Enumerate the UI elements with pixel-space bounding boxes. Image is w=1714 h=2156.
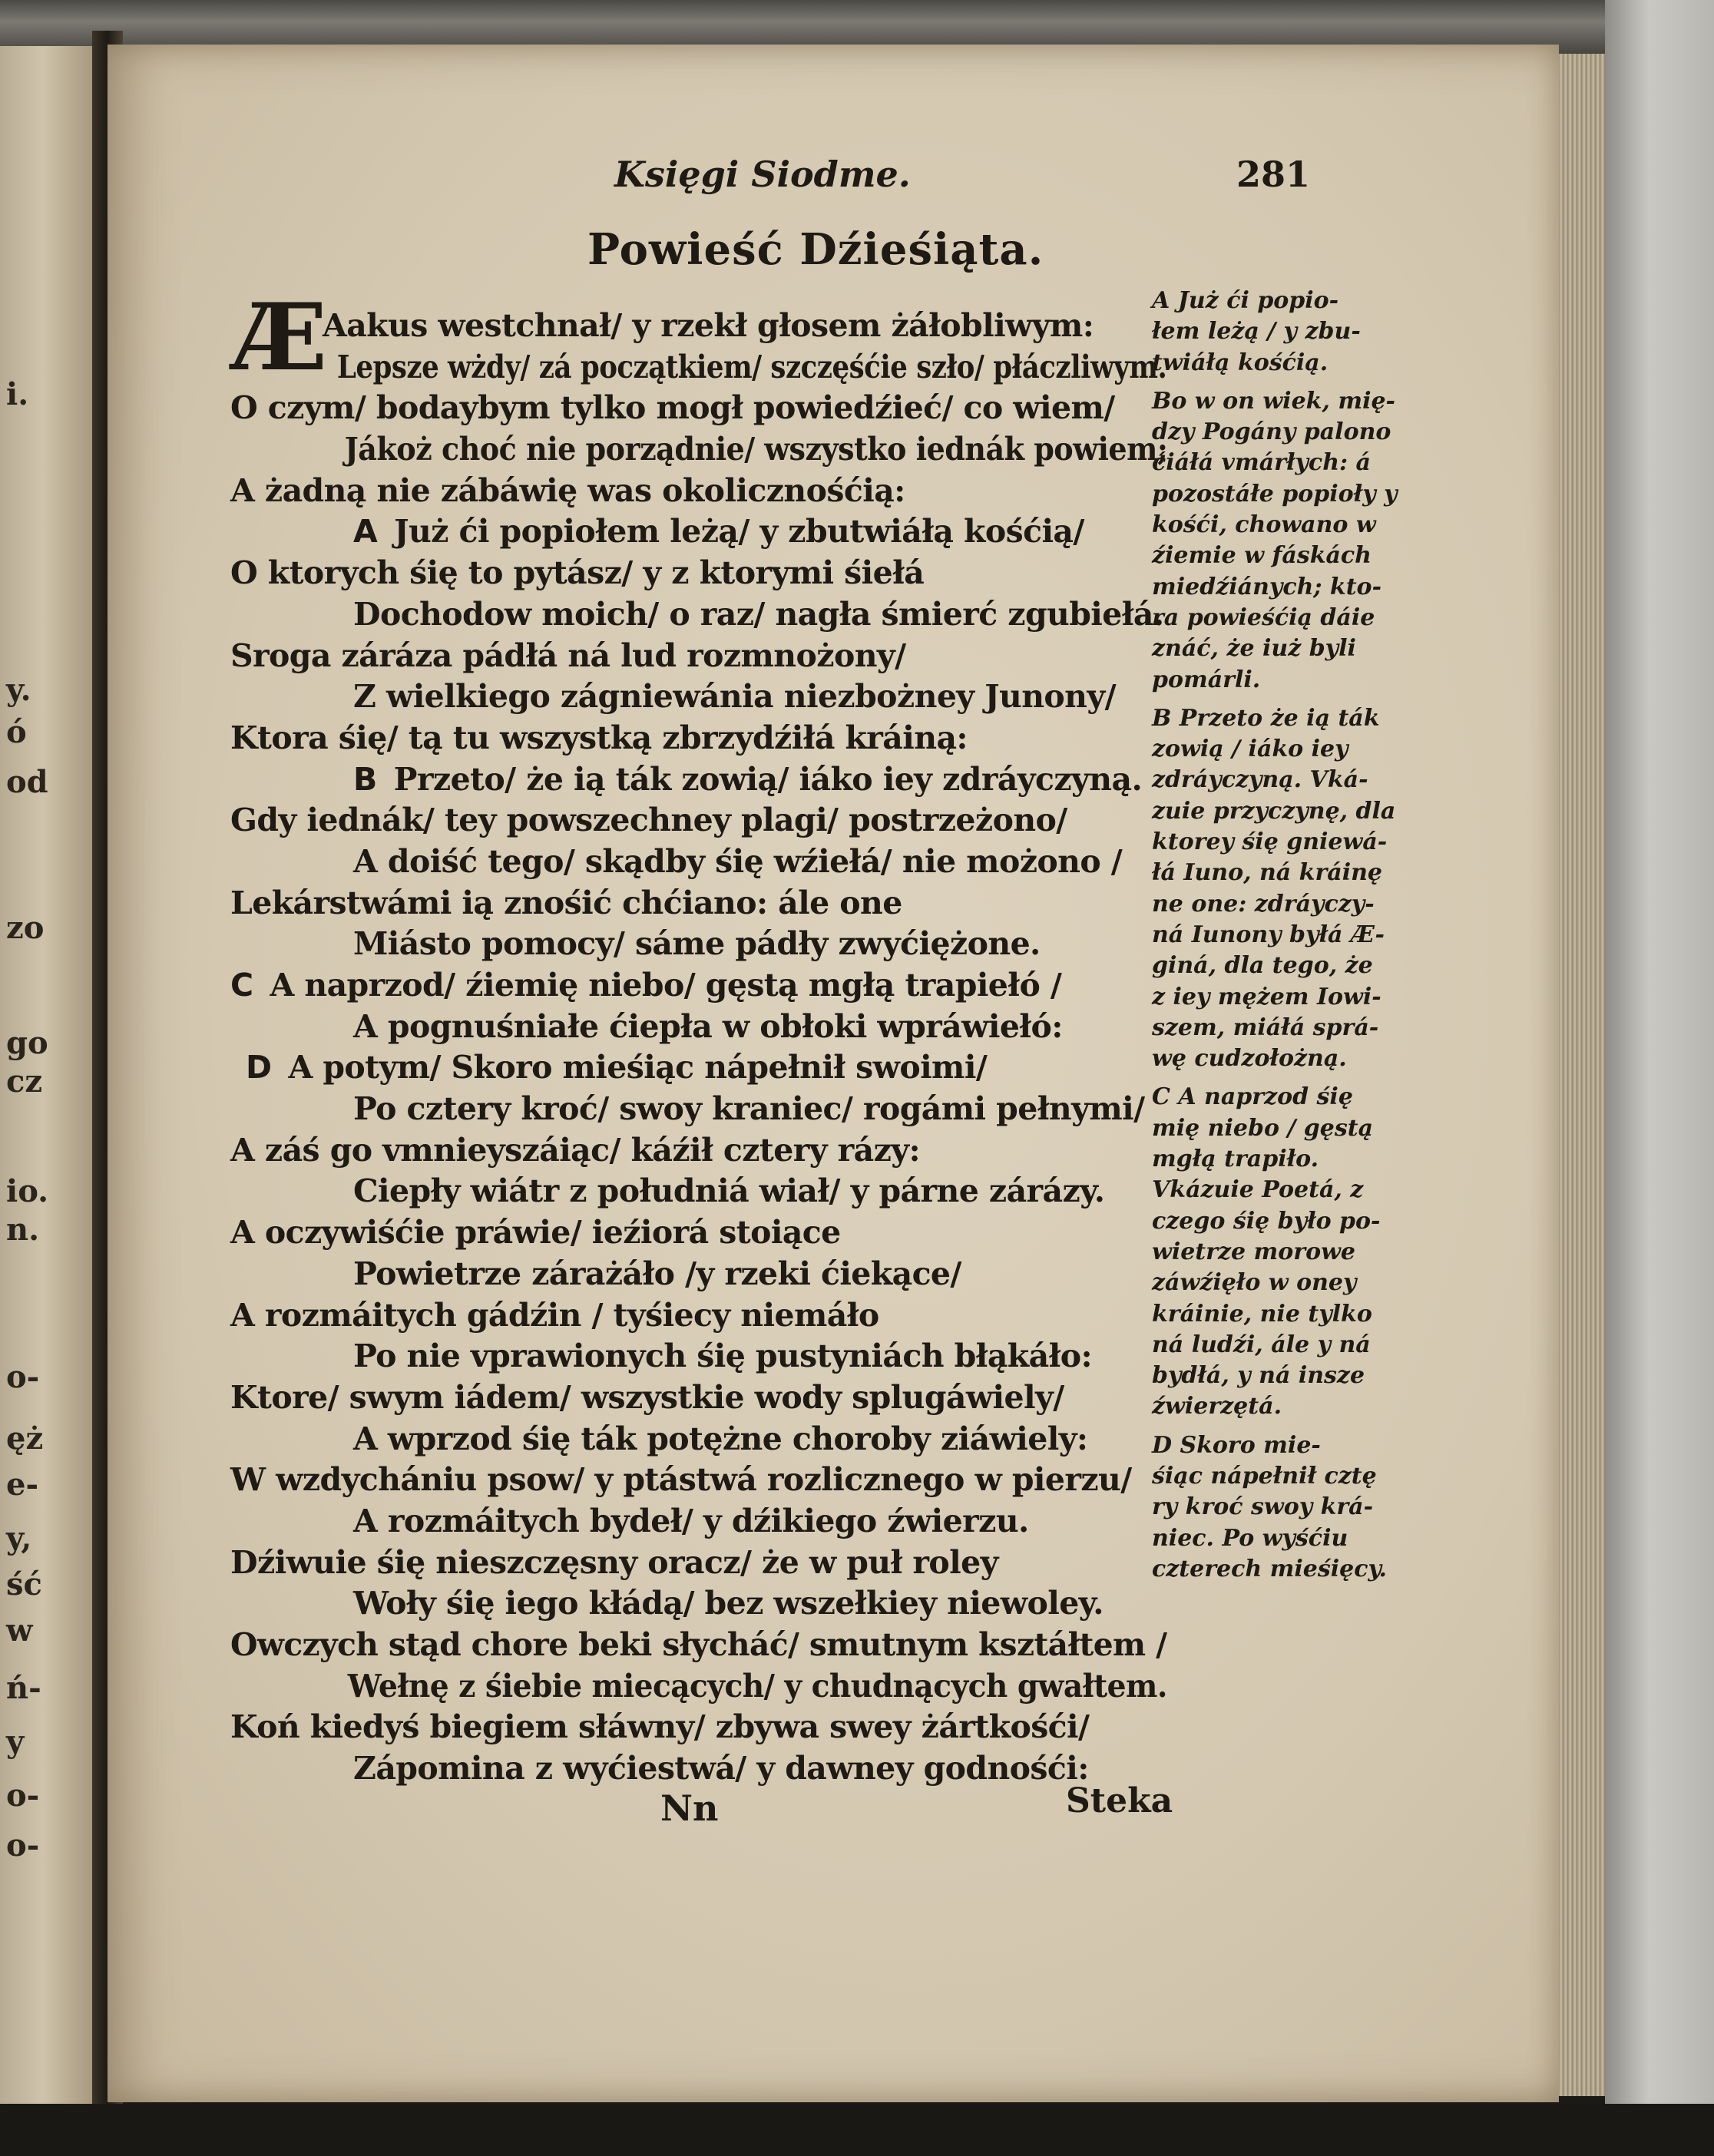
marginal-note-line: ktorey śię gniewá- [1152, 828, 1388, 856]
verse-line [230, 553, 1167, 594]
verse-line-text: Powietrze zárażáło /y rzeki ćiekące/ [353, 1255, 961, 1292]
marginal-note-line: A Już ći popio- [1152, 287, 1339, 314]
marginal-note-line: pozostáłe popioły y [1152, 480, 1398, 508]
verse-line [230, 1130, 1167, 1172]
drop-cap: Æ [232, 283, 328, 392]
verse-line [230, 306, 1167, 347]
verse-line-text: A wprzod śię ták potężne choroby ziáwiely: [353, 1420, 1088, 1457]
verse-line [230, 883, 1167, 924]
verse-line-text: A záś go vmnieyszáiąc/ káźił cztery rázy: [230, 1131, 921, 1169]
marginal-note-line: mię niebo / gęstą [1152, 1114, 1374, 1142]
verse-line-text: Gdy iednák/ tey powszechney plagi/ postrzeżono/ [230, 802, 1067, 839]
verse-line [230, 1377, 1167, 1419]
marginal-note-line: ne one: zdráyczy- [1152, 890, 1375, 918]
verse-line [230, 1419, 1167, 1460]
verse-line-text: Wełnę z śiebie miecących/ y chudnących gwałtem. [347, 1667, 1167, 1705]
left-page-fragment: y, [6, 1520, 32, 1556]
verse-line-text: A oczywiśćie práwie/ ieźiorá stoiące [230, 1214, 841, 1252]
verse-line [230, 1295, 1167, 1337]
left-page-fragment: o- [6, 1827, 40, 1863]
marginal-note-line: wietrze morowe [1152, 1238, 1356, 1265]
verse-line-text: Ciepły wiátr z południá wiał/ y párne zárázy. [353, 1172, 1105, 1210]
marginal-notes [1152, 286, 1405, 1585]
verse-line [230, 965, 1167, 1007]
verse-line-text: O czym/ bodaybym tylko mogł powiedźieć/ co wiem/ [230, 389, 1115, 427]
verse-line [230, 759, 1167, 801]
verse-line [230, 1625, 1167, 1666]
verse-line-text: Jákoż choć nie porządnie/ wszystko iednák powiem; [344, 431, 1168, 468]
marginal-note-line: ná Iunony byłá Æ- [1152, 921, 1385, 948]
marginal-note-line: ra powieśćią dáie [1152, 603, 1375, 631]
marginal-note-line: szem, miáłá sprá- [1152, 1014, 1379, 1041]
verse-line-text: Woły śię iego kłádą/ bez wszełkiey niewoley. [353, 1585, 1104, 1622]
verse-line [230, 429, 1168, 471]
left-page-fragment: w [6, 1612, 33, 1648]
page-number: 281 [1236, 154, 1311, 195]
verse-line [230, 800, 1167, 842]
verse-line [230, 388, 1167, 429]
signature-mark: Nn [660, 1787, 719, 1829]
left-page-fragment: y [6, 1724, 25, 1760]
marginal-note-line: B Przeto że ią ták [1152, 704, 1380, 732]
left-page-fragment: e- [6, 1467, 39, 1503]
left-page-fragment: io. [6, 1173, 49, 1209]
verse-line-text: A potym/ Skoro mieśiąc nápełnił swoimi/ [288, 1049, 988, 1086]
marginal-note-line: záwźięło w oney [1152, 1269, 1357, 1297]
left-page-fragment: ęż [6, 1420, 44, 1457]
verse-line [230, 1254, 1167, 1295]
marginal-note-line: Vkázuie Poetá, z [1152, 1176, 1364, 1204]
left-page-fragment: go [6, 1025, 48, 1061]
left-page-fragment: o- [6, 1359, 40, 1395]
marginal-note-line: bydłá, y ná insze [1152, 1362, 1365, 1390]
verse-line-text: Owczych stąd chore beki słycháć/ smutnym ksztáłtem / [230, 1626, 1167, 1663]
verse-line-text: A naprzod/ źiemię niebo/ gęstą mgłą trapiełó / [270, 967, 1062, 1004]
marginal-note-line: pomárli. [1152, 666, 1261, 693]
running-title: Księgi Siodme. [614, 154, 911, 195]
note-reference-mark: A [353, 513, 378, 551]
verse-line-text: Miásto pomocy/ sáme pádły zwyćiężone. [353, 925, 1041, 963]
verse-line [230, 676, 1167, 718]
marginal-note-line: dzy Pogány palono [1152, 418, 1391, 446]
marginal-note-line: ná ludźi, ále y ná [1152, 1331, 1371, 1358]
note-reference-mark: B [353, 760, 377, 798]
verse-line-text: Już ći popiołem leżą/ y zbutwiáłą kośćią/ [394, 513, 1084, 551]
left-page-fragment: od [6, 764, 48, 800]
marginal-note-line: łem leżą / y zbu- [1152, 318, 1361, 346]
marginal-note-line: miedźiánych; kto- [1152, 573, 1382, 600]
verse-line-text: Sroga záráza pádłá ná lud rozmnożony/ [230, 637, 906, 674]
right-page-edge [1559, 54, 1605, 2096]
marginal-note-line: Bo w on wiek, mię- [1152, 387, 1396, 415]
marginal-note-line: mgłą trapiło. [1152, 1146, 1319, 1173]
marginal-note-line: D Skoro mie- [1152, 1431, 1321, 1459]
verse-line-text: A żadną nie zábáwię was okolicznośćią: [230, 471, 905, 509]
verse-line [230, 1666, 1167, 1708]
verse-line-text: Lekárstwámi ią znośić chćiano: ále one [230, 884, 902, 921]
left-page-fragment: i. [6, 376, 29, 412]
marginal-note-line: C A naprzod śię [1152, 1083, 1353, 1111]
marginal-note-line: ry kroć swoy krá- [1152, 1493, 1374, 1521]
marginal-note-line: czego śię było po- [1152, 1207, 1381, 1235]
verse-line-text: Aakus westchnał/ y rzekł głosem żáłobliwym: [323, 307, 1094, 344]
verse-line [230, 924, 1167, 965]
verse-line [230, 1501, 1167, 1543]
marginal-note-line: zowią / iáko iey [1152, 736, 1348, 763]
verse-line-text: Dochodow moich/ o raz/ nagła śmierć zgubiełá. [353, 595, 1164, 633]
verse-line [230, 347, 1167, 389]
left-page-fragment: cz [6, 1063, 43, 1099]
verse-line-text: Ktore/ swym iádem/ wszystkie wody splugáwiely/ [230, 1378, 1064, 1416]
marginal-note-line: czterech mieśięcy. [1152, 1555, 1387, 1582]
verse-line-text: A rozmáitych bydeł/ y dźikiego źwierzu. [353, 1502, 1029, 1539]
catchword: Steka [1066, 1781, 1173, 1820]
verse-line-text: Koń kiedyś biegiem słáwny/ zbywa swey żártkośći/ [230, 1708, 1090, 1746]
verse-line [230, 471, 1167, 512]
marginal-note-line: znáć, że iuż byli [1152, 635, 1356, 663]
marginal-note-line: zuie przyczynę, dla [1152, 797, 1396, 825]
marginal-note-line: łá Iuno, ná kráinę [1152, 859, 1382, 887]
verse-line [230, 1089, 1167, 1130]
verse-line [230, 1543, 1167, 1584]
left-page-fragment: ść [6, 1566, 42, 1602]
verse-line [230, 511, 1167, 553]
marginal-note-line: niec. Po wyśćiu [1152, 1524, 1348, 1552]
verse-line [230, 1212, 1167, 1254]
verse-line-text: Po cztery kroć/ swoy kraniec/ rogámi pełnymi/ [353, 1090, 1145, 1128]
verse-line [230, 1707, 1167, 1748]
marginal-note-line: źiemie w fáskách [1152, 542, 1372, 570]
verse-text [230, 306, 1167, 1790]
left-page-fragment: zo [6, 910, 45, 946]
marginal-note-line: śiąc nápełnił cztę [1152, 1462, 1377, 1490]
verse-line-text: Ktora śię/ tą tu wszystką zbrzydźiłá kráiną: [230, 719, 968, 756]
marginal-note-line: giná, dla tego, że [1152, 952, 1373, 980]
verse-line-text: Lepsze wżdy/ zá początkiem/ szczęśćie szło/ płáczliwym. [336, 348, 1167, 385]
left-page-fragment: n. [6, 1212, 40, 1248]
left-page-fragment: y. [6, 672, 31, 708]
verse-line-text: A pognuśniałe ćiepła w obłoki wpráwiełó: [353, 1007, 1063, 1045]
verse-line-text: A rozmáitych gádźin / tyśiecy niemáło [230, 1296, 879, 1334]
verse-line [230, 1748, 1167, 1790]
verse-line [230, 594, 1167, 636]
note-reference-mark: D [246, 1049, 272, 1086]
verse-line [230, 718, 1167, 759]
marginal-note-line: twiáłą kośćią. [1152, 349, 1329, 376]
marginal-note-line: wę cudzołożną. [1152, 1045, 1347, 1073]
verse-line [230, 1336, 1167, 1377]
marginal-note-line: źwierzętá. [1152, 1393, 1282, 1420]
background-surface [1605, 0, 1714, 2156]
left-page-fragment: ó [6, 714, 27, 750]
verse-line-text: Dźiwuie śię nieszczęsny oracz/ że w puł roley [230, 1543, 998, 1581]
chapter-heading: Powieść Dźieśiąta. [587, 224, 1044, 275]
marginal-note-line: ćiáłá vmárłych: á [1152, 449, 1371, 477]
marginal-note-line: zdráyczyną. Vká- [1152, 766, 1368, 794]
left-page-fragment: o- [6, 1777, 40, 1814]
verse-line-text: Po nie vprawionych śię pustyniách błąkáło: [353, 1338, 1093, 1375]
verse-line [230, 1460, 1167, 1501]
verse-line [230, 1047, 1167, 1089]
verse-line-text: Przeto/ że ią ták zowią/ iáko iey zdráyczyną. [393, 760, 1143, 798]
verse-line [230, 1171, 1167, 1212]
marginal-note-line: kośći, chowano w [1152, 511, 1376, 539]
marginal-note-line: kráinie, nie tylko [1152, 1300, 1372, 1328]
verse-line [230, 636, 1167, 677]
verse-line [230, 842, 1167, 883]
marginal-note-line: z iey mężem Iowi- [1152, 983, 1381, 1010]
verse-line-text: Zápomina z wyćiestwá/ y dawney godnośći: [353, 1750, 1089, 1787]
note-reference-mark: C [230, 967, 253, 1004]
verse-line [230, 1583, 1167, 1625]
background-bottom [0, 2104, 1714, 2156]
verse-line-text: Z wielkiego zágniewánia niezbożney Junony/ [353, 678, 1116, 716]
left-page-fragment: ń- [6, 1670, 41, 1706]
verse-line-text: A doiść tego/ skądby śię wźiełá/ nie możono / [353, 842, 1123, 880]
left-page-edge [0, 46, 108, 2135]
verse-line-text: O ktorych śię to pytász/ y z ktorymi śiełá [230, 554, 925, 592]
verse-line-text: W wzdychániu psow/ y ptástwá rozlicznego w pierzu/ [230, 1461, 1132, 1499]
verse-line [230, 1007, 1167, 1048]
